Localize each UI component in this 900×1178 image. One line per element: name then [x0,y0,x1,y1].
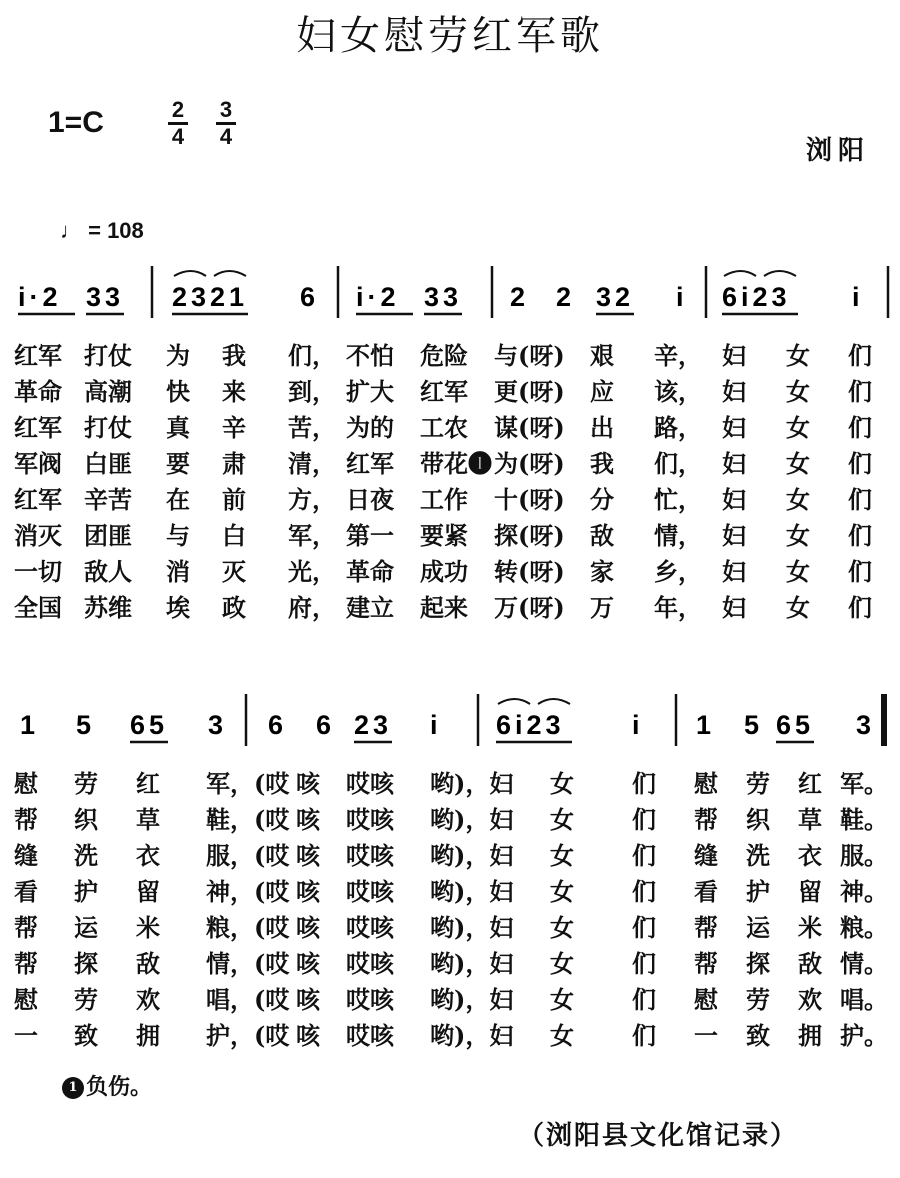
time-signature-2-4 [166,98,190,149]
line1-note-10: 2 [556,282,576,312]
lyric-syllable: 在 [166,485,190,514]
lyric-syllable: 们 [848,341,872,370]
line2-note-11: i [632,710,644,740]
lyric-syllable: 转(呀) [494,557,565,586]
lyric-syllable: 唱，(哎 [206,985,290,1014]
section2-verse-7 [0,980,900,1014]
lyric-syllable: 妇 [722,557,746,586]
lyric-syllable: 辛 [222,413,246,442]
lyric-syllable: 消 [166,557,190,586]
line1-note-7: 33 [424,282,463,312]
lyric-syllable: 军， [288,521,336,550]
lyric-syllable: 红军 [346,449,394,478]
lyric-syllable: 女 [550,913,574,942]
lyric-syllable: 帮 [694,913,718,942]
lyric-syllable: 家 [590,557,614,586]
lyric-syllable: 哟)，妇 [430,1021,514,1050]
lyric-syllable: 神。 [840,877,888,906]
lyric-syllable: 带花❶ [420,449,492,478]
lyric-syllable: 妇 [722,377,746,406]
lyric-syllable: 红军 [14,413,62,442]
lyric-syllable: 们 [848,557,872,586]
lyric-syllable: 苦， [288,413,336,442]
lyric-syllable: 哟)，妇 [430,769,514,798]
section1-verse-6 [0,516,900,550]
lyric-syllable: 咳 [296,841,320,870]
line1-slur-3 [174,271,246,276]
line1-note-4: 6 [300,282,320,312]
section2-verse-1 [0,764,900,798]
lyric-syllable: 一 [14,1021,38,1050]
lyric-syllable: 拥 [798,1021,822,1050]
lyric-syllable: 危险 [420,341,468,370]
source-credit: （浏阳县文化馆记录） [518,1121,799,1151]
lyric-syllable: 劳 [746,769,770,798]
lyric-syllable: 政 [222,593,246,622]
lyric-syllable: 神，(哎 [206,877,290,906]
lyric-syllable: 敌 [590,521,614,550]
lyric-syllable: 妇 [722,593,746,622]
lyric-syllable: 哟)，妇 [430,841,514,870]
lyric-syllable: 我 [590,449,614,478]
lyric-syllable: 们， [288,341,336,370]
lyric-syllable: 府， [288,593,336,622]
section2-verse-8 [0,1016,900,1050]
lyric-syllable: 哟)，妇 [430,805,514,834]
lyric-syllable: 们 [632,805,656,834]
lyric-syllable: 护。 [840,1021,888,1050]
lyric-syllable: 衣 [798,841,822,870]
lyric-syllable: 们 [848,449,872,478]
lyric-syllable: 打仗 [84,413,132,442]
lyric-syllable: 要紧 [420,521,468,550]
section2-verse-4 [0,872,900,906]
notation-line-1 [0,262,900,322]
lyric-syllable: 女 [786,485,810,514]
lyric-syllable: 粮，(哎 [206,913,290,942]
lyric-syllable: 们， [654,449,702,478]
lyric-syllable: 米 [798,913,822,942]
lyric-syllable: 女 [550,1021,574,1050]
lyric-syllable: 红军 [420,377,468,406]
lyric-syllable: 白 [222,521,246,550]
lyric-syllable: 拥 [136,1021,160,1050]
lyric-syllable: 们 [632,841,656,870]
lyric-syllable: 护 [74,877,98,906]
lyric-syllable: 路， [654,413,702,442]
lyric-syllable: 快 [166,377,190,406]
line1-note-6: i·2 [356,282,400,312]
lyric-syllable: 女 [550,769,574,798]
lyric-syllable: 劳 [746,985,770,1014]
line2-slur-10 [498,699,570,704]
lyric-syllable: 们 [848,521,872,550]
lyric-syllable: 建立 [346,593,394,622]
lyric-syllable: 运 [746,913,770,942]
line2-note-7: 23 [354,710,393,740]
lyric-syllable: 乡， [654,557,702,586]
lyric-syllable: 辛苦 [84,485,132,514]
lyric-syllable: 女 [786,449,810,478]
lyric-syllable: 衣 [136,841,160,870]
lyric-syllable: 高潮 [84,377,132,406]
lyric-syllable: 护 [746,877,770,906]
line2-note-8: i [430,710,442,740]
lyric-syllable: 洗 [74,841,98,870]
lyric-syllable: 年， [654,593,702,622]
lyric-syllable: 哟)，妇 [430,877,514,906]
lyric-syllable: 万(呀) [494,593,565,622]
lyric-syllable: 红军 [14,341,62,370]
lyric-syllable: 致 [74,1021,98,1050]
lyric-syllable: 与 [166,521,190,550]
lyric-syllable: 慰 [14,985,38,1014]
lyric-syllable: 红 [136,769,160,798]
section1-verse-7 [0,552,900,586]
line1-note-1: 33 [86,282,125,312]
lyric-syllable: 不怕 [346,341,394,370]
section2-verse-2 [0,800,900,834]
lyric-syllable: 要 [166,449,190,478]
lyric-syllable: 帮 [14,805,38,834]
footnote-text: 负伤。 [86,1074,153,1100]
lyric-syllable: 们 [848,377,872,406]
line1-note-11: 32 [596,282,635,312]
lyric-syllable: 一切 [14,557,62,586]
lyric-syllable: 劳 [74,769,98,798]
lyric-syllable: 白匪 [84,449,132,478]
line1-note-14: 6i23 [722,282,791,312]
section1-verse-4 [0,444,900,478]
lyric-syllable: 留 [136,877,160,906]
lyric-syllable: 妇 [722,341,746,370]
line2-note-16: 3 [856,710,876,740]
lyric-syllable: 哟)，妇 [430,949,514,978]
lyric-syllable: 情， [654,521,702,550]
lyric-syllable: 哟)，妇 [430,985,514,1014]
lyric-syllable: 辛， [654,341,702,370]
lyric-syllable: 哎咳 [346,985,394,1014]
lyric-syllable: 日夜 [346,485,394,514]
line1-note-0: i·2 [18,282,62,312]
lyric-syllable: 更(呀) [494,377,565,406]
lyric-syllable: 红军 [14,485,62,514]
lyric-syllable: 埃 [166,593,190,622]
lyric-syllable: 鞋，(哎 [206,805,290,834]
lyric-syllable: 军，(哎 [206,769,290,798]
lyric-syllable: 咳 [296,985,320,1014]
line2-note-13: 1 [696,710,716,740]
lyric-syllable: 女 [786,377,810,406]
lyric-syllable: 哎咳 [346,913,394,942]
lyric-syllable: 草 [798,805,822,834]
lyric-syllable: 一 [694,1021,718,1050]
lyric-syllable: 哎咳 [346,1021,394,1050]
line1-note-12: i [676,282,688,312]
lyric-syllable: 应 [590,377,614,406]
lyric-syllable: 分 [590,485,614,514]
lyric-syllable: 咳 [296,805,320,834]
lyric-syllable: 帮 [14,913,38,942]
lyric-syllable: 看 [694,877,718,906]
page-title: 妇女慰劳红军歌 [296,13,604,59]
lyric-syllable: 为 [166,341,190,370]
lyric-syllable: 探(呀) [494,521,565,550]
lyric-syllable: 清， [288,449,336,478]
line2-note-0: 1 [20,710,40,740]
lyric-syllable: 团匪 [84,521,132,550]
lyric-syllable: 们 [632,949,656,978]
lyric-syllable: 女 [786,413,810,442]
lyric-syllable: 服。 [840,841,888,870]
lyric-syllable: 哟)，妇 [430,913,514,942]
lyric-syllable: 女 [786,557,810,586]
time-signature-3-4 [214,98,238,149]
meter-numerator: 3 [219,97,233,122]
line1-note-3: 2321 [172,282,249,312]
lyric-syllable: 女 [550,877,574,906]
section1-verse-2 [0,372,900,406]
lyric-syllable: 哎咳 [346,949,394,978]
lyric-syllable: 万 [590,593,614,622]
lyric-syllable: 为(呀) [494,449,565,478]
lyric-syllable: 艰 [590,341,614,370]
lyric-syllable: 女 [550,985,574,1014]
meter-denominator: 4 [219,124,233,149]
line2-note-6: 6 [316,710,336,740]
lyric-syllable: 肃 [222,449,246,478]
lyric-syllable: 敌 [798,949,822,978]
line1-note-9: 2 [510,282,530,312]
lyric-syllable: 帮 [694,949,718,978]
lyric-syllable: 工作 [420,485,468,514]
lyric-syllable: 缝 [14,841,38,870]
lyric-syllable: 草 [136,805,160,834]
lyric-syllable: 们 [632,769,656,798]
lyric-syllable: 哎咳 [346,805,394,834]
lyric-syllable: 为的 [346,413,394,442]
lyric-syllable: 来 [222,377,246,406]
lyric-syllable: 服，(哎 [206,841,290,870]
lyric-syllable: 织 [74,805,98,834]
key-signature: 1=C [48,106,104,139]
lyric-syllable: 革命 [346,557,394,586]
lyric-syllable: 欢 [798,985,822,1014]
lyric-syllable: 们 [632,1021,656,1050]
lyric-syllable: 洗 [746,841,770,870]
lyric-syllable: 妇 [722,521,746,550]
line2-note-3: 3 [208,710,228,740]
lyric-syllable: 真 [166,413,190,442]
lyric-syllable: 们 [848,593,872,622]
lyric-syllable: 第一 [346,521,394,550]
lyric-syllable: 咳 [296,949,320,978]
meter-numerator: 2 [171,97,185,122]
lyric-syllable: 扩大 [346,377,394,406]
lyric-syllable: 米 [136,913,160,942]
lyric-syllable: 妇 [722,413,746,442]
lyric-syllable: 们 [632,877,656,906]
lyric-syllable: 灭 [222,557,246,586]
lyric-syllable: 哎咳 [346,841,394,870]
footnote [62,1070,152,1101]
lyric-syllable: 全国 [14,593,62,622]
section2-verse-6 [0,944,900,978]
lyric-syllable: 们 [848,413,872,442]
lyric-syllable: 女 [786,341,810,370]
line2-note-1: 5 [76,710,96,740]
lyric-syllable: 到， [288,377,336,406]
line2-note-5: 6 [268,710,288,740]
lyric-syllable: 军阀 [14,449,62,478]
notation-staff-1 [0,262,900,332]
section1-verse-5 [0,480,900,514]
section2-verse-3 [0,836,900,870]
section1-verse-3 [0,408,900,442]
lyric-syllable: 起来 [420,593,468,622]
lyric-syllable: 成功 [420,557,468,586]
lyric-syllable: 们 [848,485,872,514]
lyric-syllable: 帮 [694,805,718,834]
lyric-syllable: 情。 [840,949,888,978]
region-label: 浏阳 [806,136,871,166]
lyric-syllable: 消灭 [14,521,62,550]
lyric-syllable: 忙， [654,485,702,514]
line1-slur-14 [724,271,796,276]
lyric-syllable: 敌人 [84,557,132,586]
lyric-syllable: 光， [288,557,336,586]
tempo-marking: ♩ = 108 [60,218,144,243]
lyric-syllable: 慰 [694,985,718,1014]
line2-note-2: 65 [130,710,169,740]
line1-note-15: i [852,282,864,312]
lyric-syllable: 十(呀) [494,485,565,514]
lyric-syllable: 女 [786,593,810,622]
lyric-syllable: 女 [786,521,810,550]
lyric-syllable: 我 [222,341,246,370]
lyric-syllable: 哎咳 [346,769,394,798]
section2-verse-5 [0,908,900,942]
lyric-syllable: 织 [746,805,770,834]
lyric-syllable: 鞋。 [840,805,888,834]
notation-line-2 [0,690,900,750]
lyric-syllable: 红 [798,769,822,798]
meter-denominator: 4 [171,124,185,149]
lyric-syllable: 该， [654,377,702,406]
lyric-syllable: 探 [746,949,770,978]
lyric-syllable: 留 [798,877,822,906]
line2-note-14: 5 [744,710,764,740]
lyric-syllable: 出 [590,413,614,442]
lyric-syllable: 劳 [74,985,98,1014]
lyric-syllable: 咳 [296,769,320,798]
lyric-syllable: 们 [632,913,656,942]
lyric-syllable: 谋(呀) [494,413,565,442]
lyric-syllable: 粮。 [840,913,888,942]
lyric-syllable: 缝 [694,841,718,870]
lyric-syllable: 军。 [840,769,888,798]
lyric-syllable: 敌 [136,949,160,978]
section1-verse-1 [0,336,900,370]
lyric-syllable: 女 [550,805,574,834]
section1-verse-8 [0,588,900,622]
lyric-syllable: 们 [632,985,656,1014]
lyric-syllable: 工农 [420,413,468,442]
lyric-syllable: 欢 [136,985,160,1014]
lyric-syllable: 慰 [14,769,38,798]
lyric-syllable: 方， [288,485,336,514]
lyric-syllable: 前 [222,485,246,514]
lyric-syllable: 帮 [14,949,38,978]
lyric-syllable: 探 [74,949,98,978]
lyric-syllable: 唱。 [840,985,888,1014]
line2-note-15: 65 [776,710,815,740]
lyric-syllable: 运 [74,913,98,942]
lyric-syllable: 女 [550,949,574,978]
lyric-syllable: 咳 [296,877,320,906]
lyric-syllable: 看 [14,877,38,906]
lyric-syllable: 哎咳 [346,877,394,906]
lyric-syllable: 革命 [14,377,62,406]
lyric-syllable: 妇 [722,485,746,514]
notation-staff-2 [0,690,900,760]
lyric-syllable: 护，(哎 [206,1021,290,1050]
lyric-syllable: 致 [746,1021,770,1050]
lyric-syllable: 苏维 [84,593,132,622]
lyric-syllable: 打仗 [84,341,132,370]
lyric-syllable: 情，(哎 [206,949,290,978]
lyric-syllable: 女 [550,841,574,870]
lyric-syllable: 慰 [694,769,718,798]
line2-note-10: 6i23 [496,710,565,740]
lyric-syllable: 与(呀) [494,341,565,370]
lyric-syllable: 妇 [722,449,746,478]
footnote-marker-icon: 1 [62,1077,84,1099]
lyric-syllable: 咳 [296,913,320,942]
lyric-syllable: 咳 [296,1021,320,1050]
